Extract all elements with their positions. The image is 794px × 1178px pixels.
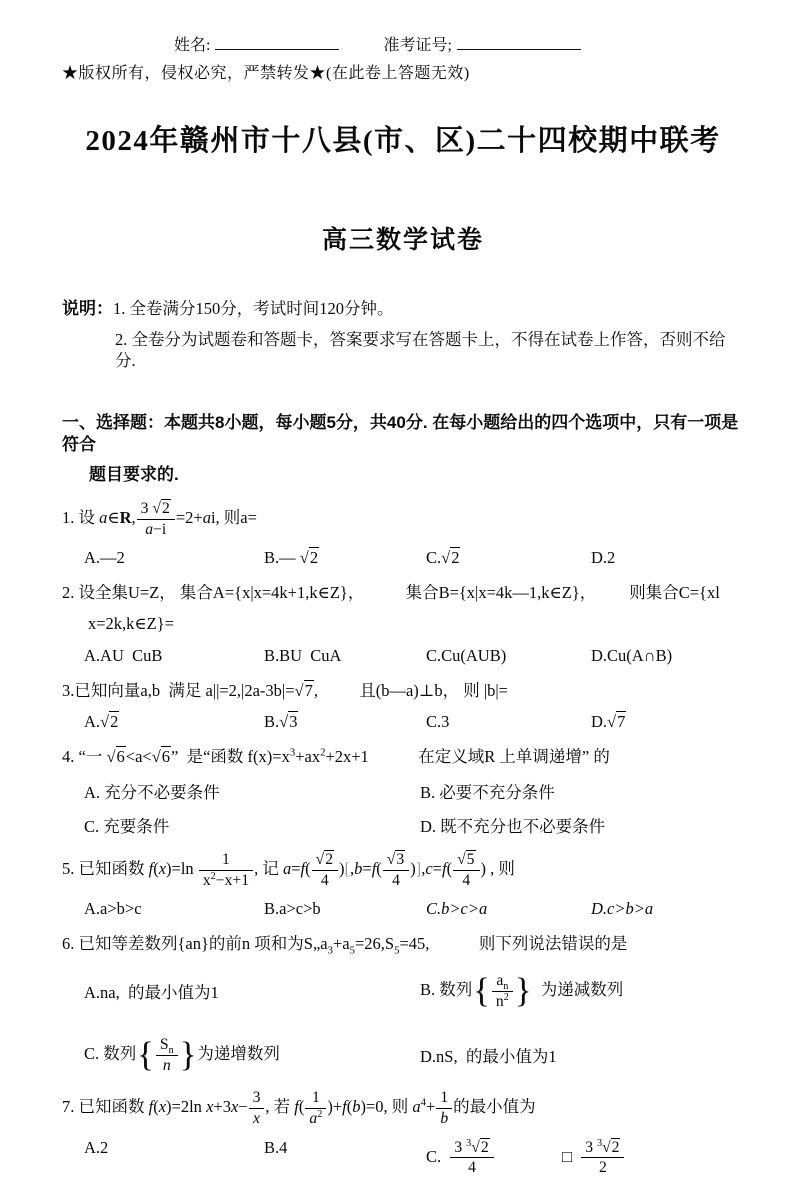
question-2-text: 2. 设全集U=Z， 集合A={x|x=4k+1,k∈Z}， 集合B={x|x=4k—1,k∈Z}， 则集合C={xl bbox=[62, 583, 720, 603]
question-1-text: 1. 设 a∈R, $\frac{3 √2}{a-i}$ =2+ai, 则a= bbox=[62, 500, 257, 538]
question-5-option-b: B.a>c>b bbox=[264, 899, 321, 919]
question-5-option-a: A.a>b>c bbox=[84, 899, 142, 919]
question-1-option-a: A.—2 bbox=[84, 548, 125, 568]
question-7-option-a: A.2 bbox=[84, 1137, 109, 1157]
question-5-option-d: D.c>b>a bbox=[591, 899, 654, 919]
question-3-option-d: D.√7 bbox=[591, 712, 626, 732]
instructions-line-2: 2. 全卷分为试题卷和答题卡，答案要求写在答题卡上，不得在试卷上作答，否则不给分. bbox=[115, 330, 726, 370]
question-6-option-d: D.nS, 的最小值为1 bbox=[420, 1047, 557, 1067]
question-2 bbox=[62, 581, 744, 666]
question-2-option-a: A.AU CuB bbox=[84, 645, 163, 665]
instructions-text-1: 1. 全卷满分150分，考试时间120分钟。 bbox=[113, 299, 394, 318]
question-6-option-b: B. 数列{ $\frac{a_n}{n^2}$ } 为递减数列 bbox=[420, 972, 624, 1011]
question-4-option-a: A. 充分不必要条件 bbox=[84, 783, 220, 803]
question-7-option-d: □ $\frac{3 ^3√2}{2}$ bbox=[562, 1138, 744, 1178]
question-1-options bbox=[84, 548, 744, 568]
instructions-label: 说明： bbox=[62, 299, 113, 318]
question-4-options bbox=[84, 779, 744, 837]
question-3-option-c: C.3 bbox=[426, 712, 450, 732]
exam-subtitle: 高三数学试卷 bbox=[321, 226, 484, 254]
question-7 bbox=[62, 1088, 744, 1177]
question-3-text: 3.已知向量a,b 满足 a||=2,|2a-3b|=√7, 且(b—a)⊥b， 则 |b|= bbox=[62, 680, 508, 700]
admission-label: 准考证号; bbox=[383, 37, 452, 54]
question-6-text: 6. 已知等差数列{an}的前n 项和为$S„a_3+a_5=26,S_5=45$, 则下列说法错误的是 bbox=[62, 934, 628, 957]
question-4-option-b: B. 必要不充分条件 bbox=[420, 783, 555, 803]
question-1-option-b: B.— √2 bbox=[264, 548, 319, 568]
question-3 bbox=[62, 679, 744, 733]
question-2-option-b: B.BU CuA bbox=[264, 645, 342, 665]
question-2-options bbox=[84, 646, 744, 666]
instructions-line-1 bbox=[62, 298, 744, 319]
question-5-options bbox=[84, 899, 744, 919]
question-3-option-b: B.√3 bbox=[264, 712, 298, 732]
section-heading-line-1: 一、选择题：本题共8小题，每小题5分，共40分. 在每小题给出的四个选项中，只有一项是符合 bbox=[62, 413, 739, 454]
section-heading bbox=[62, 412, 744, 486]
question-2-option-d: D.Cu(A∩B) bbox=[591, 645, 673, 665]
admission-blank-field bbox=[457, 34, 581, 50]
question-1-option-d: D.2 bbox=[591, 548, 616, 568]
question-5 bbox=[62, 850, 744, 919]
name-label: 姓名: bbox=[174, 37, 211, 54]
question-3-option-a: A.√2 bbox=[84, 712, 119, 732]
copyright-notice: ★版权所有，侵权必究，严禁转发★(在此卷上答题无效) bbox=[62, 65, 470, 82]
question-4-text: 4. “一 √6<a<√6” 是“函数 $f(x)=x^3+ax^2+2x+1$ 在定义域R 上单调递增” 的 bbox=[62, 746, 610, 767]
question-5-option-c: C.b>c>a bbox=[426, 899, 488, 919]
question-7-options bbox=[84, 1138, 744, 1178]
name-blank-field bbox=[215, 34, 339, 50]
question-2-text-cont: x=2k,k∈Z}= bbox=[88, 613, 174, 633]
question-5-text: 5. 已知函数 f(x)=ln $\frac{1}{x^2-x+1}$ , 记 a=f( $\frac{√2}{4}$ )[,b=f( $\frac{√3}{4}$ )],c=f( $\frac{√5}{4}$ ) , 则 bbox=[62, 851, 515, 889]
question-7-option-b: B.4 bbox=[264, 1137, 288, 1157]
exam-title: 2024年赣州市十八县(市、区)二十四校期中联考 bbox=[85, 125, 721, 157]
question-4 bbox=[62, 745, 744, 837]
question-1 bbox=[62, 499, 744, 568]
section-heading-line-2: 题目要求的. bbox=[89, 465, 179, 484]
question-1-option-c: C.√2 bbox=[426, 548, 460, 568]
question-6 bbox=[62, 932, 744, 1075]
question-4-option-d: D. 既不充分也不必要条件 bbox=[420, 817, 606, 837]
question-7-option-c: C. $\frac{3 ^3√2}{4}$ bbox=[426, 1138, 562, 1178]
header bbox=[174, 32, 744, 55]
question-7-text: 7. 已知函数 f(x)=2ln x+3x− $\frac{3}{x}$ , 若 f( $\frac{1}{a^2}$ )+f(b)=0, 则 $a^4+$ $\frac{1}{b}$ 的最小值为 bbox=[62, 1089, 536, 1127]
question-2-option-c: C.Cu(AUB) bbox=[426, 645, 507, 665]
question-3-options bbox=[84, 712, 744, 732]
question-6-options bbox=[84, 971, 744, 1075]
question-4-option-c: C. 充要条件 bbox=[84, 817, 170, 837]
question-6-option-c: C. 数列{ $\frac{S_n}{n}$ }为递增数列 bbox=[84, 1036, 280, 1075]
instructions bbox=[62, 298, 744, 371]
question-6-option-a: A.na, 的最小值为1 bbox=[84, 983, 219, 1003]
